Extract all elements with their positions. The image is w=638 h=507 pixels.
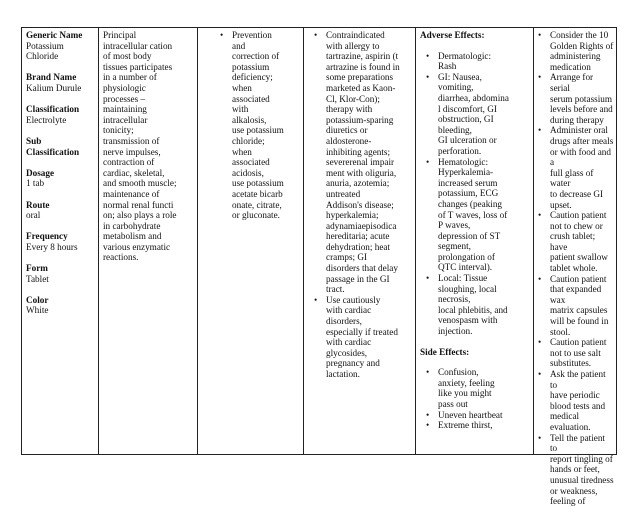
mechanism-text: Principal intracellular cation of most body tissues participates in a number of physiologic processes – maintaining intracellular tonicity; transmission of nerve impulses, contraction of cardiac, skeletal, and smooth muscle; maintenance of normal renal functi on; also plays a role in carbohydrate metabolism and various enzymatic reactions. <box>103 30 177 263</box>
adverse-effects-header: Adverse Effects: <box>420 30 485 40</box>
drug-info-column <box>22 28 98 454</box>
adverse-effect-item: • Hematologic: Hyperkalemia- increased serum potassium, ECG changes (peaking of T waves, loss of P waves, depression of ST segment, prolongation of QTC interval). <box>424 157 529 274</box>
drug-study-table <box>21 27 617 507</box>
indication-item: • Prevention and correction of potassium deficiency; when associated with alkalosis, use potassium chloride; when associated acidosis, use potassium acetate bicarb onate, citrate, or gluconate. <box>218 30 299 221</box>
classification-label: Classification <box>26 104 80 115</box>
nursing-item: • Arrange for serial serum potassium levels before and during therapy <box>538 72 614 125</box>
adverse-effect-item: • GI: Nausea, vomiting, diarrhea, abdomina l discomfort, GI obstruction, GI bleeding, GI ulceration or perforation. <box>424 72 529 157</box>
generic-name-label: Generic Name <box>26 30 83 40</box>
dosage-label: Dosage <box>26 167 55 178</box>
frequency-value: Every 8 hours <box>26 241 78 252</box>
indication-column <box>197 28 303 454</box>
generic-name-value: Potassium Chloride <box>26 40 64 62</box>
nursing-responsibilities-column <box>533 28 618 507</box>
form-label: Form <box>26 263 48 274</box>
adverse-effect-item: • Dermatologic: Rash <box>424 51 529 72</box>
side-effects-header: Side Effects: <box>420 346 470 357</box>
side-effect-item: • Extreme thirst, <box>424 420 529 431</box>
nursing-item: • Administer oral drugs after meals or with food and a full glass of water to decrease GI upset. <box>538 125 614 210</box>
nursing-item: • Caution patient that expanded wax matrix capsules will be found in stool. <box>538 274 614 338</box>
contraindication-item: • Contraindicated with allergy to tartrazine, aspirin (t artrazine is found in some preparations marketed as Kaon- Cl, Klor-Con); therapy with potassium-sparing diuretics or aldosterone- inhibiting agents; severerenal impair ment with oliguria, anuria, azotemia; untreated Addison's disease; hyperkalemia; adynamiaepisodica hereditaria; acute dehydration; heat cramps; GI disorders that delay passage in the GI tract. <box>312 30 411 295</box>
brand-name-value: Kalium Durule <box>26 82 82 93</box>
frequency-label: Frequency <box>26 231 68 242</box>
adverse-effect-item: • Local: Tissue sloughing, local necrosis, local phlebitis, and venospasm with injection. <box>424 273 529 337</box>
dosage-value: 1 tab <box>26 178 45 189</box>
brand-name-label: Brand Name <box>26 72 77 83</box>
mechanism-column <box>98 28 197 454</box>
nursing-item: • Consider the 10 Golden Rights of administering medication <box>538 30 614 72</box>
route-value: oral <box>26 210 41 221</box>
side-effect-item: • Uneven heartbeat <box>424 410 529 421</box>
nursing-item: • Ask the patient to have periodic blood tests and medical evaluation. <box>538 369 614 433</box>
classification-value: Electrolyte <box>26 114 67 125</box>
nursing-item: • Tell the patient to report tingling of hands or feet, unusual tiredness or weakness, feeling of <box>538 433 614 507</box>
side-effect-item: • Confusion, anxiety, feeling like you might pass out <box>424 367 529 409</box>
form-value: Tablet <box>26 273 49 284</box>
effects-column <box>415 28 533 454</box>
caution-item: • Use cautiously with cardiac disorders, especially if treated with cardiac glycosides, pregnancy and lactation. <box>312 295 411 380</box>
color-value: White <box>26 305 49 316</box>
color-label: Color <box>26 294 49 305</box>
route-label: Route <box>26 199 50 210</box>
nursing-item: • Caution patient not to chew or crush tablet; have patient swallow tablet whole. <box>538 210 614 274</box>
contraindication-column <box>303 28 415 454</box>
sub-classification-label: Sub Classification <box>26 135 80 157</box>
nursing-item: • Caution patient not to use salt substitutes. <box>538 337 614 369</box>
